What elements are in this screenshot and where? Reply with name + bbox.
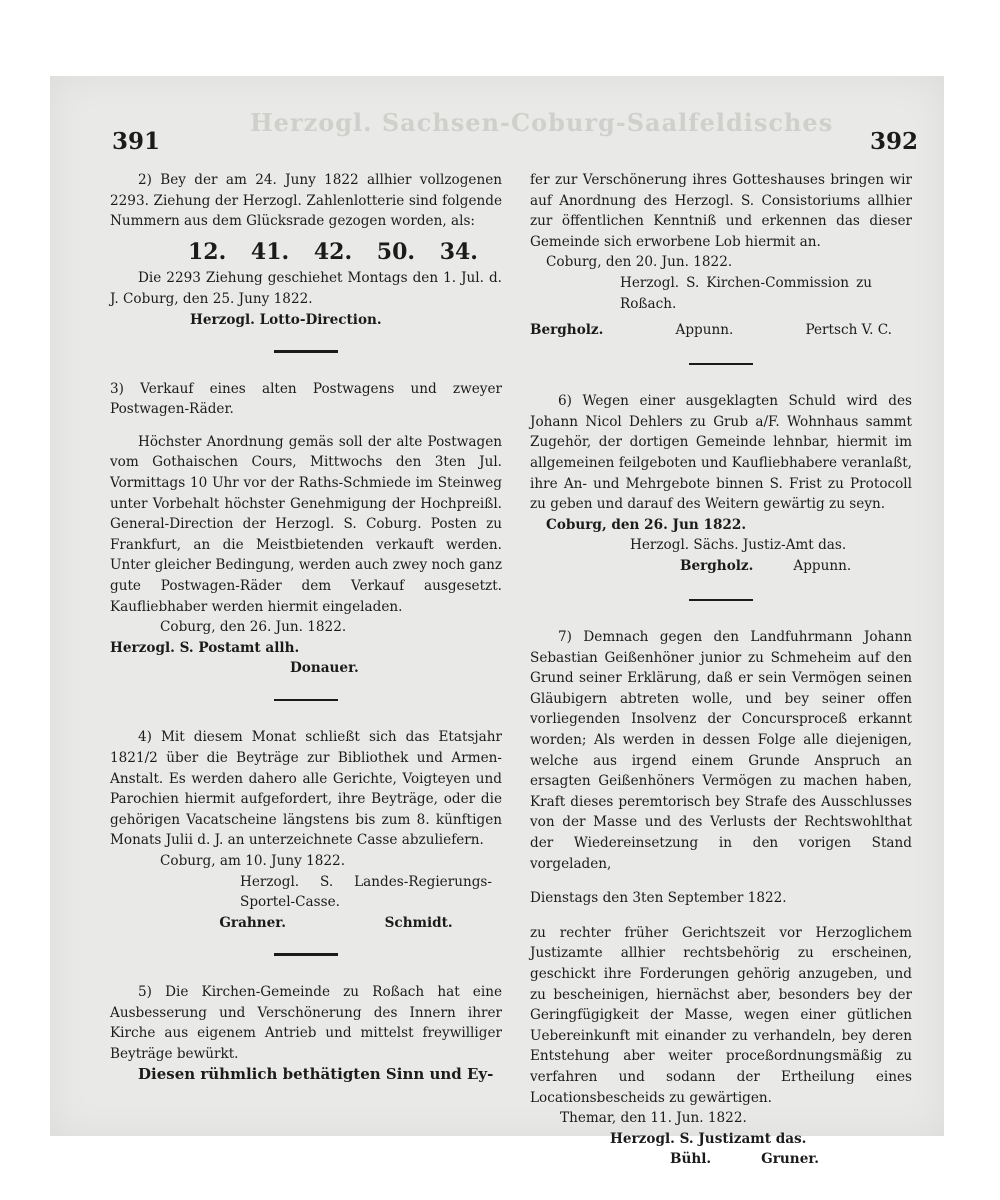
notice-signer: Herzogl. S. Postamt allh. bbox=[110, 639, 300, 656]
notice-text: Höchster Anordnung gemäs soll der alte Postwagen vom Gothaischen Cours, Mittwochs den 3ten Jul. Vormittags 10 Uhr vor der Raths-Schmiede im Steinweg unter Vorbehalt höchster Genehmigung der Hochpreißl. General-Direction der Herzogl. S. Coburg. Posten zu Frankfurt, an die Meistbietenden verkauft werden. Unter gleicher Bedingung, werden auch zwey noch ganz gute Postwagen-Räder dem Verkauf ausgesetzt. Kaufliebhaber werden hiermit eingeladen. bbox=[110, 433, 502, 615]
notice-signer: Herzogl. Lotto-Direction. bbox=[190, 311, 382, 328]
notice-text-continued: zu rechter früher Gerichtszeit vor Herzoglichem Justizamte allhier rechtsbehörig zu erscheinen, geschickt ihre Forderungen gehörig anzugeben, und zu bescheinigen, hiernächst aber, besonders bey der Geringfügigkeit der Masse, wegen einer gütlichen Uebereinkunft mit einander zu verhandeln, bey deren Entstehung aber weiter proceßordnungsmäßig zu verfahren und sodann der Ertheilung eines Locationsbescheids zu gewärtigen. bbox=[530, 924, 912, 1106]
section-divider bbox=[689, 363, 753, 366]
notice-text: 6) Wegen einer ausgeklagten Schuld wird des Johann Nicol Dehlers zu Grub a/F. Wohnhaus sammt Zugehör, der dortigen Gemeinde lehnbar, hiermit im allgemeinen feilgeboten und Kaufliebhabere veranlaßt, ihre An- und Mehrgebote binnen S. Frist zu Protocoll zu geben und darauf des Weitern gewärtig zu seyn. bbox=[530, 393, 912, 513]
notice-signer: Herzogl. Sächs. Justiz-Amt das. bbox=[630, 537, 847, 554]
notice-concurs bbox=[530, 627, 912, 1170]
notice-dateline: Dienstags den 3ten September 1822. bbox=[530, 890, 787, 907]
signature-name: Appunn. bbox=[675, 322, 734, 339]
notice-signer: Herzogl. S. Kirchen-Commission zu Roßach. bbox=[620, 274, 872, 312]
notice-schuld bbox=[530, 391, 912, 576]
signature-row bbox=[680, 556, 912, 577]
signature-name: Appunn. bbox=[793, 558, 852, 574]
signature-name: Bergholz. bbox=[680, 558, 754, 574]
notice-text: 7) Demnach gegen den Landfuhrmann Johann Sebastian Geißenhöner junior zu Schmeheim auf den Grund seiner Erklärung, daß er sein Vermögen seinen Gläubigern abtreten wolle, und bey seiner offen vorliegenden Insolvenz der Concursproceß erkannt worden; Als werden in dessen Folge alle diejenigen, welche aus irgend einem Grunde Anspruch an ersagten Geißenhöners Vermögen zu machen haben, Kraft dieses peremtorisch bey Strafe des Ausschlusses von der Masse und des Verlusts der Rechtswohlthat der Wiedereinsetzung in den vorigen Stand vorgeladen, bbox=[530, 629, 912, 872]
section-divider bbox=[274, 350, 338, 353]
signature-row bbox=[170, 913, 502, 934]
drawn-number: 42. bbox=[313, 238, 353, 265]
drawn-numbers bbox=[188, 238, 478, 265]
drawn-number: 34. bbox=[439, 238, 478, 265]
drawn-number: 12. bbox=[188, 238, 227, 265]
section-divider bbox=[274, 699, 338, 702]
section-divider bbox=[689, 599, 753, 602]
page-number-right: 392 bbox=[870, 128, 919, 155]
notice-kirche bbox=[110, 982, 502, 1085]
signature-name: Grahner. bbox=[219, 914, 286, 931]
signature-name: Schmidt. bbox=[384, 914, 453, 931]
notice-date: Coburg, am 10. Juny 1822. bbox=[160, 853, 346, 870]
notice-tail: Diesen rühmlich bethätigten Sinn und Ey- bbox=[138, 1065, 494, 1084]
right-column bbox=[530, 170, 912, 1170]
signature-name: Bergholz. bbox=[530, 322, 604, 339]
drawn-number: 41. bbox=[250, 238, 290, 265]
notice-text: 4) Mit diesem Monat schließt sich das Etatsjahr 1821/2 über die Beyträge zur Bibliothek und Armen-Anstalt. Es werden dahero alle Gerichte, Voigteyen und Parochien hiermit aufgefordert, ihre Beyträge, oder die gehörigen Vacatscheine längstens bis zum 8. künftigen Monats Julii d. J. an unterzeichnete Casse abzuliefern. bbox=[110, 729, 502, 849]
notice-date: Coburg, den 20. Jun. 1822. bbox=[546, 254, 733, 271]
notice-date: Coburg, den 26. Jun 1822. bbox=[546, 516, 747, 533]
notice-text: 5) Die Kirchen-Gemeinde zu Roßach hat eine Ausbesserung und Verschönerung des Innern ihrer Kirche aus eigenem Antrieb und mittelst freywilliger Beyträge bewürkt. bbox=[110, 983, 502, 1062]
notice-text: 2) Bey der am 24. Juny 1822 allhier vollzogenen 2293. Ziehung der Herzogl. Zahlenlotterie sind folgende Nummern aus dem Glücksrade gezogen worden, als: bbox=[110, 172, 502, 230]
notice-etatsjahr bbox=[110, 727, 502, 933]
signature-name: Bühl. bbox=[670, 1151, 712, 1168]
page-number-left: 391 bbox=[112, 128, 161, 155]
signature-name: Gruner. bbox=[761, 1151, 819, 1168]
notice-postwagen bbox=[110, 379, 502, 679]
notice-date: Coburg, den 26. Jun. 1822. bbox=[160, 619, 347, 636]
drawn-number: 50. bbox=[376, 238, 416, 265]
notice-note: Die 2293 Ziehung geschiehet Montags den 1. Jul. d. J. Coburg, den 25. Juny 1822. bbox=[110, 270, 502, 307]
notice-signer: Herzogl. S. Justizamt das. bbox=[610, 1130, 807, 1147]
signature-row bbox=[670, 1149, 912, 1170]
notice-date: Themar, den 11. Jun. 1822. bbox=[560, 1110, 747, 1127]
bleed-through-header: Herzogl. Sachsen-Coburg-Saalfeldisches bbox=[250, 108, 834, 137]
notice-text: fer zur Verschönerung ihres Gotteshauses bringen wir auf Anordnung des Herzogl. S. Consistoriums allhier zur öffentlichen Kenntniß und erkennen das dieser Gemeinde sich erworbene Lob hiermit an. bbox=[530, 172, 912, 250]
notice-heading: 3) Verkauf eines alten Postwagens und zweyer Postwagen-Räder. bbox=[110, 380, 502, 418]
notice-lottery bbox=[110, 170, 502, 330]
notice-kirche-continued bbox=[530, 170, 912, 341]
signature-row bbox=[530, 320, 892, 341]
section-divider bbox=[274, 953, 338, 956]
left-column bbox=[110, 170, 502, 1085]
notice-signer: Herzogl. S. Landes-Regierungs-Sportel-Casse. bbox=[240, 873, 492, 911]
notice-name: Donauer. bbox=[290, 660, 359, 677]
signature-name: Pertsch V. C. bbox=[805, 322, 892, 339]
